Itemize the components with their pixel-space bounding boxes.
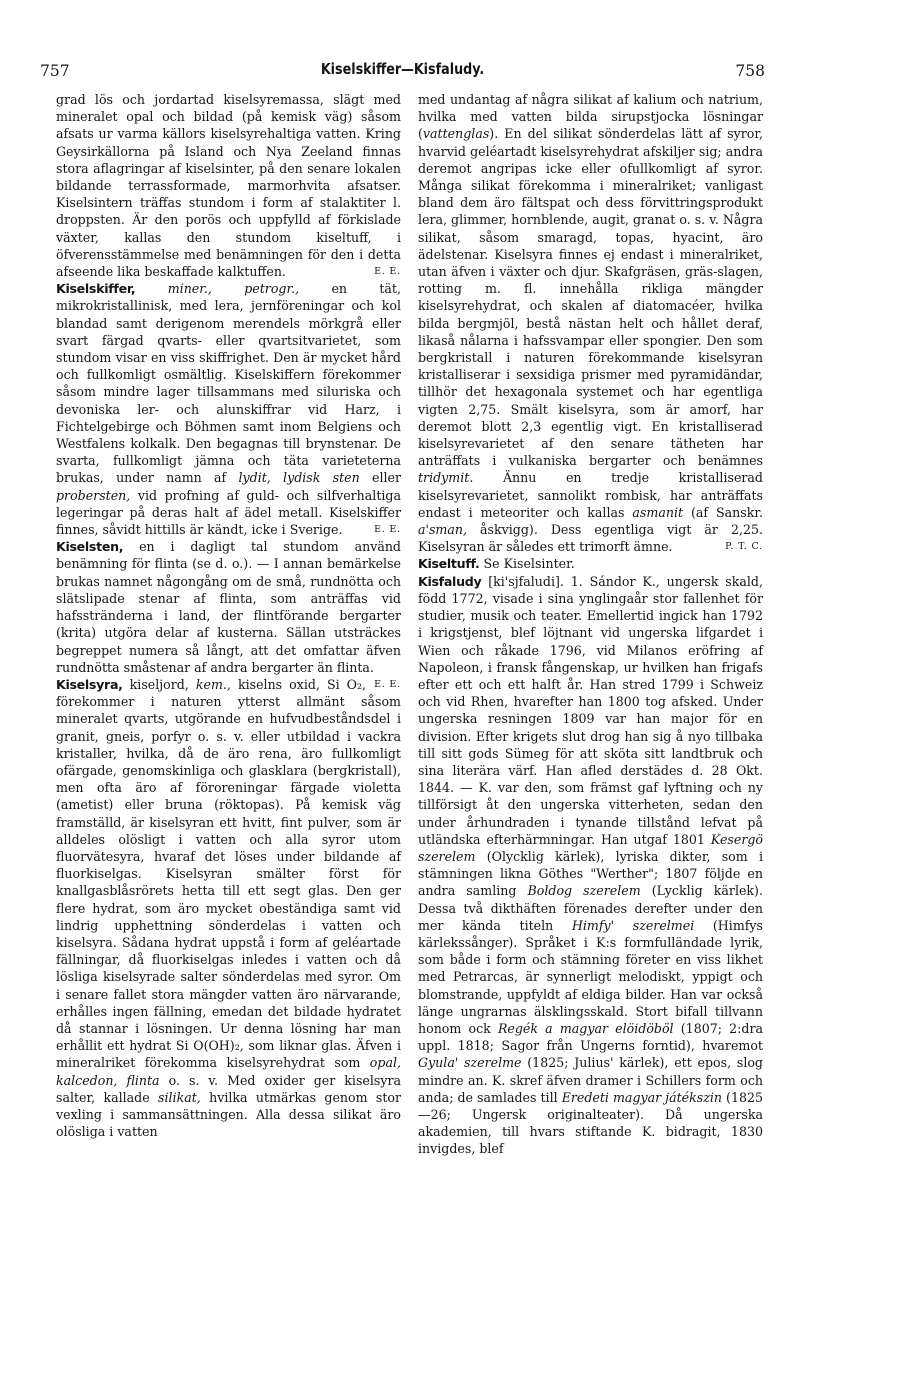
entry-kiselsten: Kiselsten, en i dagligt tal stundom använd benämning för flinta (se d. o.). — I annan bemärkelse brukas namnet någongång om de små, rundnötta och slätslipade stenar af flinta, som anträffas vid hafsstränderna i land, der flintförande bergarter (krita) utgöra delar af kusterna. Sällan utsträckes begreppet numera så långt, att det omfattar äfven rundnötta småstenar af andra bergarter än flinta. E. E. — [56, 538, 401, 676]
author-signature: E. E. — [374, 266, 401, 278]
entry-headword: Kisfaludy — [418, 573, 482, 589]
page-number-right: 758 — [735, 62, 765, 80]
entry-headword: Kiselsyra, — [56, 676, 123, 692]
page-number-left: 757 — [40, 62, 70, 80]
entry-kiselsyra: Kiselsyra, kiseljord, kem., kiselns oxid, Si O₂, förekommer i naturen ytterst allmänt såsom mineralet qvarts, utgörande en hufvudbeståndsdel i granit, gneis, porfyr o. s. v. eller utbildad i vackra kristaller, hvilka, då de äro rena, äro fullkomligt ofärgade, genomskinliga och glasklara (bergkristall), men ofta äro af föroreningar färgade violetta (ametist) eller bruna (röktopas). På kemisk väg framställd, är kiselsyran ett hvitt, fint pulver, som är alldeles olösligt i vatten och alla syror utom fluorvätesyra, hvaraf det löses under bildande af fluorkiselgas. Kiselsyran smälter först för knallgasblåsrörets hetta till ett segt glas. Den ger flere hydrat, som äro mycket obeständiga samt vid lindrig upphettning sönderdelas i vatten och kiselsyra. Sådana hydrat uppstå i form af geléartade fällningar, då fluorkiselgas inledes i vatten och då lösliga kiselsyrade salter sönderdelas med syror. Om i senare fallet stora mängder vatten äro närvarande, erhålles ingen fällning, emedan det bildade hydratet då stannar i lösningen. Ur denna lösning har man erhållit ett hydrat Si O(OH)₂, som liknar glas. Äfven i mineralriket förekomma kiselsyrehydrat som opal, kalcedon, flinta o. s. v. Med oxider ger kiselsyra salter, kallade silikat, hvilka utmärkas genom stor vexling i sammansättningen. Alla dessa silikat äro olösliga i vatten — [56, 676, 402, 1140]
entry-headword: Kiseltuff. — [418, 556, 480, 572]
entry-kiselsinter-continued: grad lös och jordartad kiselsyremassa, slägt med mineralet opal och bildad (på kemisk väg) såsom afsats ur varma källors kiselsyrehaltiga vatten. Kring Geysirkällorna på Island och Nya Zeeland finnas stora aflagringar af kiselsinter, på den senare lokalen bildande terrassformade, marmorhvita afsatser. Kiselsintern träffas stundom i form af stalaktiter l. droppsten. Är den porös och uppfylld af förkislade växter, kallas den stundom kiseltuff, i öfverensstämmelse med benämningen för den i detta afseende lika beskaffade kalktuffen. E. E. — [56, 92, 401, 280]
entry-kiselsyra-continued: med undantag af några silikat af kalium och natrium, hvilka med vatten bilda sirupstjocka lösningar (vattenglas). En del silikat sönderdelas lätt af syror, hvarvid geléartadt kiselsyrehydrat afskiljer sig; andra deremot angripas icke eller ofullkomligt af syror. Många silikat förekomma i mineralriket; vanligast bland dem äro fältspat och dess förvittringsprodukt lera, glimmer, hornblende, augit, granat o. s. v. Några silikat, såsom smaragd, topas, hyacint, äro ädelstenar. Kiselsyra finnes ej endast i mineralriket, utan äfven i växter och djur. Skafgräsen, gräs-slagen, rotting m. fl. innehålla rikliga mängder kiselsyrehydrat, och skalen af diatomacéer, hvilka bilda bergmjöl, bestå nästan helt och hållet deraf, likaså nålarna i hafssvampar eller spongier. Den som bergkristall i naturen förekommande kiselsyran kristalliserar i sexsidiga prismer med pyramidändar, tillhör det hexagonala systemet och har egentliga vigten 2,75. Smält kiselsyra, som är amorf, har deremot blott 2,3 egentlig vigt. En kristalliserad kiselsyrevarietet af den senare tätheten har anträffats i vulkaniska bergarter och benämnes tridymit. Ännu en tredje kristalliserad kiselsyrevarietet, sannolikt rombisk, har anträffats endast i meteoriter och kallas asmanit (af Sanskr. a'sman, åskvigg). Dess egentliga vigt är 2,25. Kiselsyran är således ett trimorft ämne. P. T. C. — [418, 92, 763, 555]
right-column — [418, 91, 763, 1158]
entry-headword: Kiselsten, — [56, 539, 124, 555]
author-signature: E. E. — [374, 678, 401, 690]
author-signature: E. E. — [374, 524, 401, 536]
entry-kiseltuff: Kiseltuff. Se Kiselsinter. — [418, 556, 575, 572]
left-column — [56, 91, 401, 1140]
entry-headword: Kiselskiffer, — [56, 281, 136, 297]
entry-kisfaludy: Kisfaludy [ki'sjfaludi]. 1. Sándor K., ungersk skald, född 1772, visade i sina ynglingaår stor fallenhet för studier, musik och teater. Emellertid ingick han 1792 i krigstjenst, blef löjtnant vid ungerska lifgardet i Wien och råkade 1796, vid Milanos eröfring af Napoleon, i fransk fångenskap, ur hvilken han frigafs efter ett och ett halft år. Han stred 1799 i Schweiz och vid Rhen, hvarefter han 1800 tog afsked. Under ungerska resningen 1809 var han major för en division. Efter krigets slut drog han sig å nyo tillbaka till sitt gods Sümeg för att sköta sitt landtbruk och sina literära värf. Han afled derstädes d. 28 Okt. 1844. — K. var den, som främst gaf lyftning och ny tillförsigt åt den ungerska vitterheten, sedan den under århundraden i tynande tillstånd lefvat på utländska efterhärmningar. Han utgaf 1801 Kesergö szerelem (Olycklig kärlek), lyriska dikter, som i stämningen likna Göthes "Werther"; 1807 följde en andra samling Boldog szerelem (Lycklig kärlek). Dessa två dikthäften förenades derefter under den mer kända titeln Himfy' szerelmei (Himfys kärlekssånger). Språket i K:s formfulländade lyrik, som både i form och stämning företer en viss likhet med Petrarcas, är synnerligt melodiskt, yppigt och blomstrande, uppfyldt af eldiga bilder. Han var också länge ungrarnas älsklingsskald. Stort bifall tillvann honom ock Regék a magyar elöidöböl (1807; 2:dra uppl. 1818; Sagor från Ungerns forntid), hvaremot Gyula' szerelme (1825; Julius' kärlek), ett epos, slog mindre an. K. skref äfven dramer i Schillers form och anda; de samlades till Eredeti magyar játékszin (1825—26; Ungersk originalteater). Då ungerska akademien, till hvars stiftande K. bidragit, 1830 invigdes, blef — [418, 573, 763, 1157]
author-signature: P. T. C. — [725, 541, 763, 553]
entry-kiselskiffer: Kiselskiffer, miner., petrogr., en tät, mikrokristallinisk, med lera, jernföreningar och kol blandad samt derigenom merendels mörkgrå eller svart färgad qvarts- eller qvartsitvarietet, som stundom visar en viss skiffrighet. Den är mycket hård och fullkomligt osmältlig. Kiselskiffern förekommer såsom mindre lager tillsammans med siluriska och devoniska ler- och alunskiffrar vid Harz, i Fichtelgebirge och Böhmen samt inom Belgiens och Westfalens kolkalk. Den begagnas till brynstenar. De svarta, fullkomligt jämna och täta varieteterna brukas, under namn af lydit, lydisk sten eller probersten, vid profning af guld- och silfverhaltiga legeringar på deras halt af ädel metall. Kiselskiffer finnes, såvidt hittills är kändt, icke i Sverige. E. E. — [56, 281, 402, 538]
page-header — [40, 60, 765, 84]
running-title: Kiselskiffer—Kisfaludy. — [320, 60, 485, 78]
